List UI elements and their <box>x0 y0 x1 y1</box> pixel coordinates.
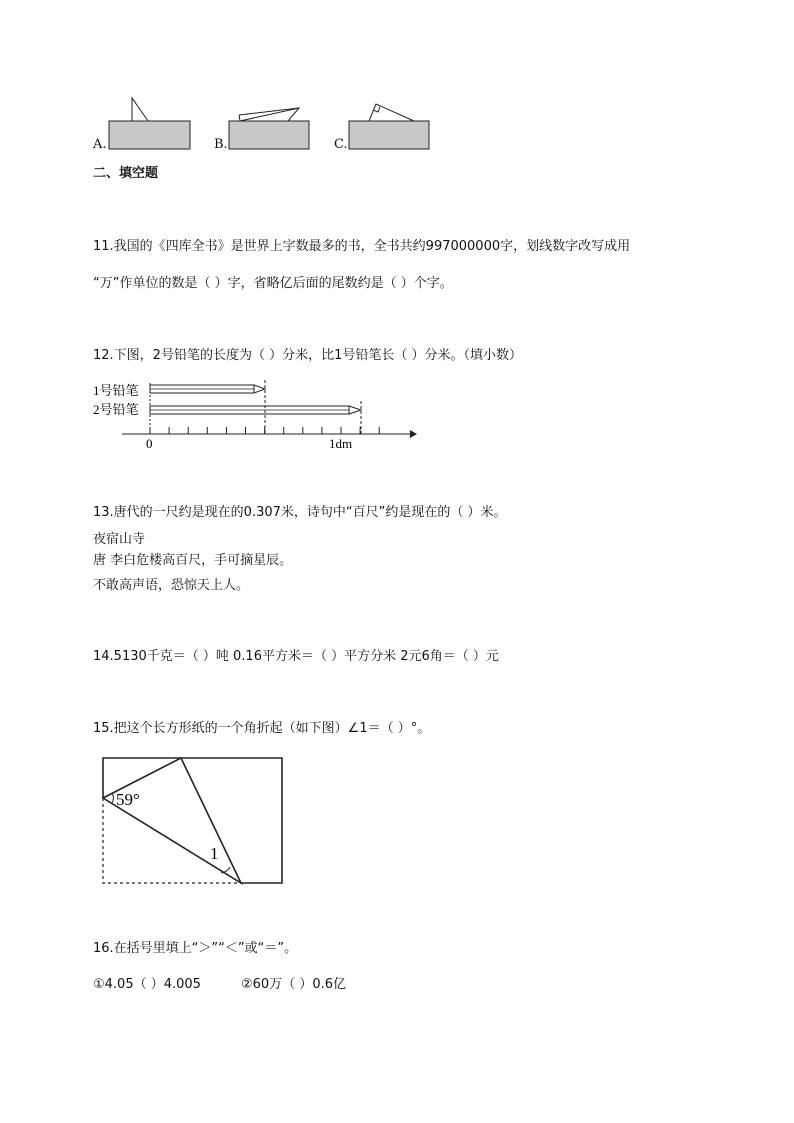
poem-line-1: 唐 李白危楼高百尺，手可摘星辰。 <box>93 553 293 568</box>
q16-item-2: ②60万（ ）0.6亿 <box>241 977 347 992</box>
option-a-triangle <box>132 98 148 121</box>
q16-item-1: ①4.05（ ）4.005 <box>93 977 201 992</box>
q11-line1: 11.我国的《四库全书》是世界上字数最多的书，全书共约997000000字，划线数字改写成用 <box>93 239 631 254</box>
option-a-rect <box>109 121 190 149</box>
q15-text: 15.把这个长方形纸的一个角折起（如下图）∠1＝（ ）°。 <box>93 721 431 736</box>
q14-text: 14.5130千克＝（ ）吨 0.16平方米＝（ ）平方分米 2元6角＝（ ）元 <box>93 649 499 664</box>
axis-1dm-label: 1dm <box>329 436 353 451</box>
pencil2-label: 2号铅笔 <box>93 402 139 417</box>
poem-title: 夜宿山寺 <box>93 532 146 547</box>
option-c-triangle <box>369 104 414 121</box>
poem-line-2: 不敢高声语，恐惊天上人。 <box>93 578 250 593</box>
q12-text: 12.下图，2号铅笔的长度为（ ）分米，比1号铅笔长（ ）分米。（填小数） <box>93 348 522 363</box>
q11-line2: “万”作单位的数是（ ）字，省略亿后面的尾数约是（ ）个字。 <box>93 276 453 291</box>
q16-text: 16.在括号里填上“＞”“＜”或“＝”。 <box>93 941 298 956</box>
angle-59-label: 59° <box>116 790 140 809</box>
q13-text: 13.唐代的一尺约是现在的0.307米，诗句中“百尺”约是现在的（ ）米。 <box>93 505 507 520</box>
pencil-ruler-figure <box>0 375 794 475</box>
axis-zero-label: 0 <box>146 436 153 451</box>
option-a-label: A. <box>93 137 107 152</box>
folded-paper-figure <box>0 755 794 895</box>
angle-1-label: 1 <box>210 844 219 863</box>
option-b-rect <box>229 121 309 149</box>
option-c-label: C. <box>334 137 348 152</box>
folded-triangle <box>103 758 241 883</box>
options-figure <box>0 0 794 160</box>
option-b-label: B. <box>214 137 228 152</box>
option-c-rect <box>349 121 429 149</box>
pencil1-label: 1号铅笔 <box>93 383 139 398</box>
axis-arrow <box>410 430 417 438</box>
option-b-triangle <box>240 108 299 121</box>
section-title: 二、填空题 <box>93 166 159 181</box>
